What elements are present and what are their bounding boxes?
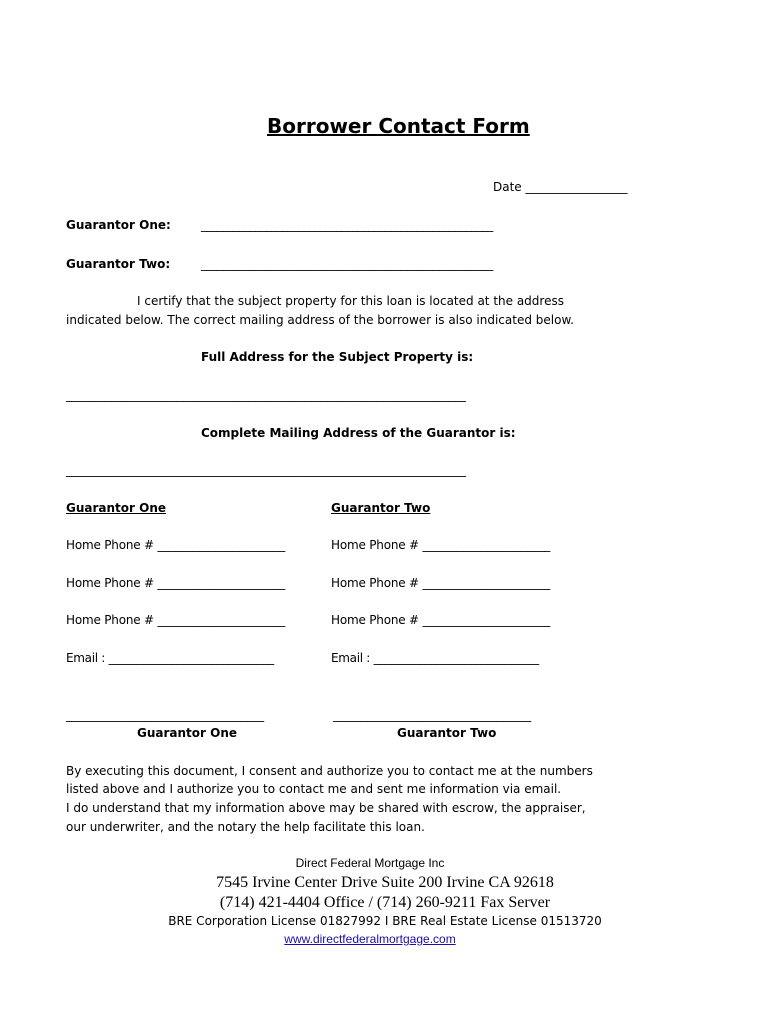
consent-text-line-3: I do understand that my information above may be shared with escrow, the appraiser, <box>66 801 586 815</box>
guarantor-one-email-field[interactable]: Email : _____________________________ <box>66 651 274 665</box>
consent-text-line-4: our underwriter, and the notary the help facilitate this loan. <box>66 820 425 834</box>
mailing-address-field[interactable]: ________________________________________________________________________ <box>66 463 466 477</box>
footer-address: 7545 Irvine Center Drive Suite 200 Irvine CA 92618 <box>216 874 554 891</box>
footer-company-name: Direct Federal Mortgage Inc <box>295 856 445 870</box>
guarantor-two-phone-1-field[interactable]: Home Phone # ______________________ <box>331 538 551 552</box>
mailing-address-heading: Complete Mailing Address of the Guarantor is: <box>201 426 516 440</box>
date-field[interactable] <box>493 180 628 194</box>
guarantor-two-label: Guarantor Two: <box>66 257 171 271</box>
property-address-heading: Full Address for the Subject Property is: <box>201 350 474 364</box>
guarantor-one-name-field[interactable]: ______________________________________________________ <box>201 218 493 232</box>
guarantor-two-signature-line[interactable]: ___________________________________ <box>333 708 531 722</box>
guarantor-two-column-heading: Guarantor Two <box>331 501 431 515</box>
guarantor-two-phone-3-field[interactable]: Home Phone # ______________________ <box>331 613 551 627</box>
footer-phones: (714) 421-4404 Office / (714) 260-9211 Fax Server <box>219 894 551 911</box>
guarantor-two-name-field[interactable]: ______________________________________________________ <box>201 257 493 271</box>
guarantor-one-column-heading: Guarantor One <box>66 501 167 515</box>
form-title: Borrower Contact Form <box>267 114 530 138</box>
guarantor-one-label: Guarantor One: <box>66 218 171 232</box>
certify-text-line-2: indicated below. The correct mailing address of the borrower is also indicated below. <box>66 313 574 327</box>
guarantor-one-phone-3-field[interactable]: Home Phone # ______________________ <box>66 613 286 627</box>
guarantor-one-phone-1-field[interactable]: Home Phone # ______________________ <box>66 538 286 552</box>
guarantor-one-signature-line[interactable]: ___________________________________ <box>66 708 264 722</box>
certify-text-line-1: I certify that the subject property for this loan is located at the address <box>137 294 564 308</box>
property-address-field[interactable]: ________________________________________________________________________ <box>66 388 466 402</box>
guarantor-two-signature-label: Guarantor Two <box>397 726 497 740</box>
consent-text-line-1: By executing this document, I consent and authorize you to contact me at the numbers <box>66 764 593 778</box>
consent-text-line-2: listed above and I authorize you to contact me and sent me information via email. <box>66 782 562 796</box>
footer-licenses: BRE Corporation License 01827992 I BRE Real Estate License 01513720 <box>168 914 602 928</box>
guarantor-one-signature-label: Guarantor One <box>137 726 238 740</box>
guarantor-one-phone-2-field[interactable]: Home Phone # ______________________ <box>66 576 286 590</box>
date-label: Date <box>493 180 522 194</box>
footer-website-link[interactable]: www.directfederalmortgage.com <box>284 932 456 946</box>
footer-website-container <box>0 932 740 946</box>
guarantor-two-email-field[interactable]: Email : _____________________________ <box>331 651 539 665</box>
date-line: _________________ <box>525 180 628 194</box>
guarantor-two-phone-2-field[interactable]: Home Phone # ______________________ <box>331 576 551 590</box>
